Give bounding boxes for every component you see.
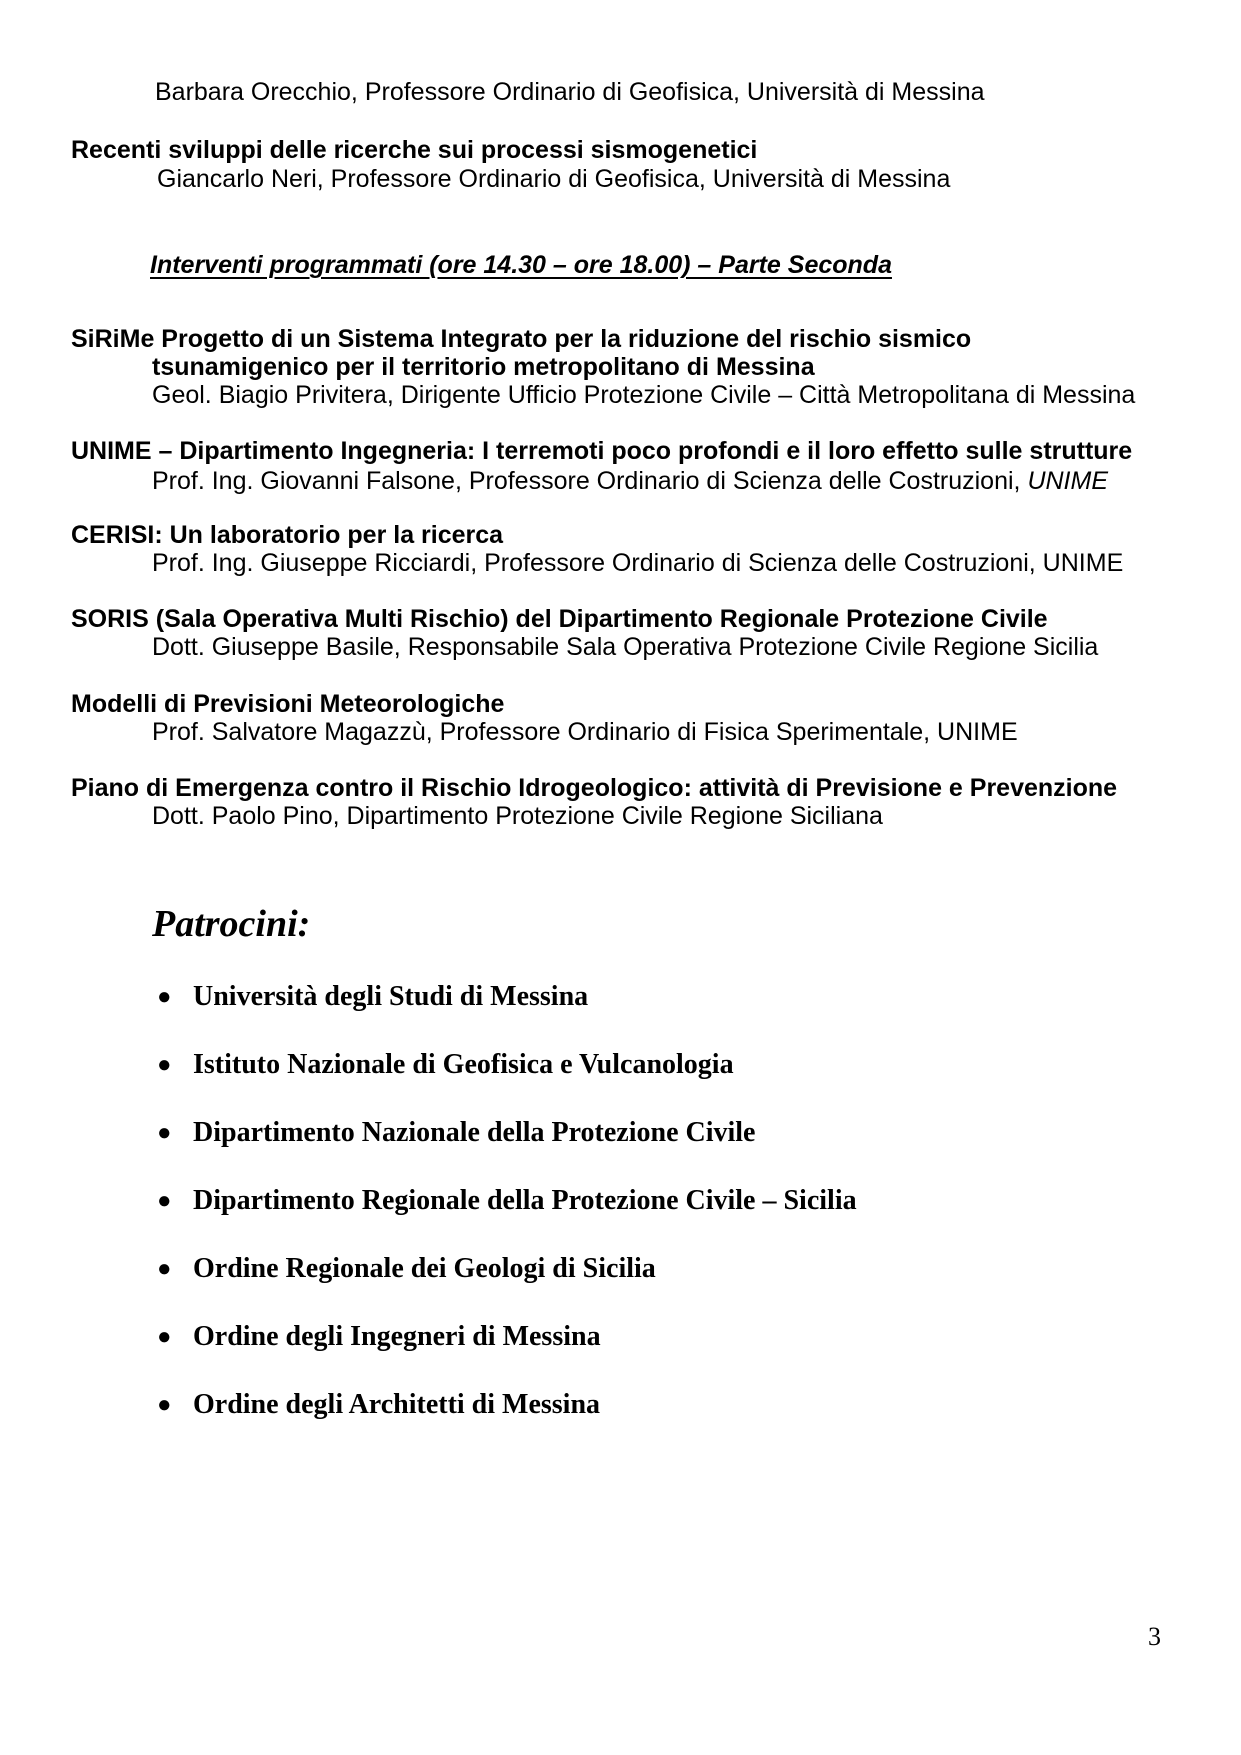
- bullet-icon: ●: [157, 1324, 172, 1350]
- speaker-line-falsone: [152, 466, 1108, 496]
- session-heading: Interventi programmati (ore 14.30 – ore 18.00) – Parte Seconda: [150, 251, 892, 279]
- patrocini-item-label: Dipartimento Regionale della Protezione Civile – Sicilia: [193, 1185, 857, 1216]
- page-number: 3: [1148, 1622, 1161, 1651]
- speaker-line-privitera: Geol. Biagio Privitera, Dirigente Ufficio Protezione Civile – Città Metropolitana di Messina: [152, 381, 1136, 409]
- talk-title-unime-ingegneria: UNIME – Dipartimento Ingegneria: I terremoti poco profondi e il loro effetto sulle strutture: [71, 437, 1133, 465]
- speaker-line-neri: Giancarlo Neri, Professore Ordinario di Geofisica, Università di Messina: [157, 165, 951, 193]
- bullet-icon: ●: [157, 1052, 172, 1078]
- talk-title-sirime-line2: tsunamigenico per il territorio metropolitano di Messina: [152, 353, 815, 381]
- list-item: [157, 1320, 601, 1354]
- speaker-line-ricciardi: Prof. Ing. Giuseppe Ricciardi, Professore Ordinario di Scienza delle Costruzioni, UNIME: [152, 549, 1124, 577]
- list-item: [157, 1116, 756, 1150]
- patrocini-item-label: Ordine Regionale dei Geologi di Sicilia: [193, 1253, 656, 1284]
- talk-title-sirime-line1: SiRiMe Progetto di un Sistema Integrato per la riduzione del rischio sismico: [71, 325, 972, 353]
- talk-title-piano-emergenza: Piano di Emergenza contro il Rischio Idrogeologico: attività di Previsione e Prevenzione: [71, 774, 1118, 802]
- patrocini-item-label: Ordine degli Ingegneri di Messina: [193, 1321, 601, 1352]
- patrocini-item-label: Ordine degli Architetti di Messina: [193, 1389, 601, 1420]
- bullet-icon: ●: [157, 1120, 172, 1146]
- bullet-icon: ●: [157, 1188, 172, 1214]
- list-item: [157, 1252, 656, 1286]
- bullet-icon: ●: [157, 984, 172, 1010]
- speaker-line-basile: Dott. Giuseppe Basile, Responsabile Sala Operativa Protezione Civile Regione Sicilia: [152, 633, 1099, 661]
- talk-title-cerisi: CERISI: Un laboratorio per la ricerca: [71, 521, 504, 549]
- bullet-icon: ●: [157, 1256, 172, 1282]
- speaker-line-magazzu: Prof. Salvatore Magazzù, Professore Ordinario di Fisica Sperimentale, UNIME: [152, 718, 1018, 746]
- list-item: [157, 1048, 734, 1082]
- speaker-line-orecchio: Barbara Orecchio, Professore Ordinario di Geofisica, Università di Messina: [155, 78, 985, 106]
- bullet-icon: ●: [157, 1392, 172, 1418]
- talk-title-soris: SORIS (Sala Operativa Multi Rischio) del Dipartimento Regionale Protezione Civile: [71, 605, 1048, 633]
- list-item: [157, 1184, 857, 1218]
- list-item: [157, 980, 588, 1014]
- patrocini-item-label: Istituto Nazionale di Geofisica e Vulcanologia: [193, 1049, 734, 1080]
- patrocini-heading: Patrocini:: [152, 903, 311, 945]
- patrocini-item-label: Dipartimento Nazionale della Protezione Civile: [193, 1117, 756, 1148]
- speaker-text: Prof. Ing. Giovanni Falsone, Professore Ordinario di Scienza delle Costruzioni,: [152, 467, 1028, 495]
- talk-title-modelli: Modelli di Previsioni Meteorologiche: [71, 690, 505, 718]
- speaker-line-pino: Dott. Paolo Pino, Dipartimento Protezione Civile Regione Siciliana: [152, 802, 883, 830]
- talk-title-neri: Recenti sviluppi delle ricerche sui processi sismogenetici: [71, 136, 758, 164]
- patrocini-item-label: Università degli Studi di Messina: [193, 981, 589, 1012]
- speaker-affiliation-italic: UNIME: [1027, 467, 1108, 495]
- list-item: [157, 1388, 600, 1422]
